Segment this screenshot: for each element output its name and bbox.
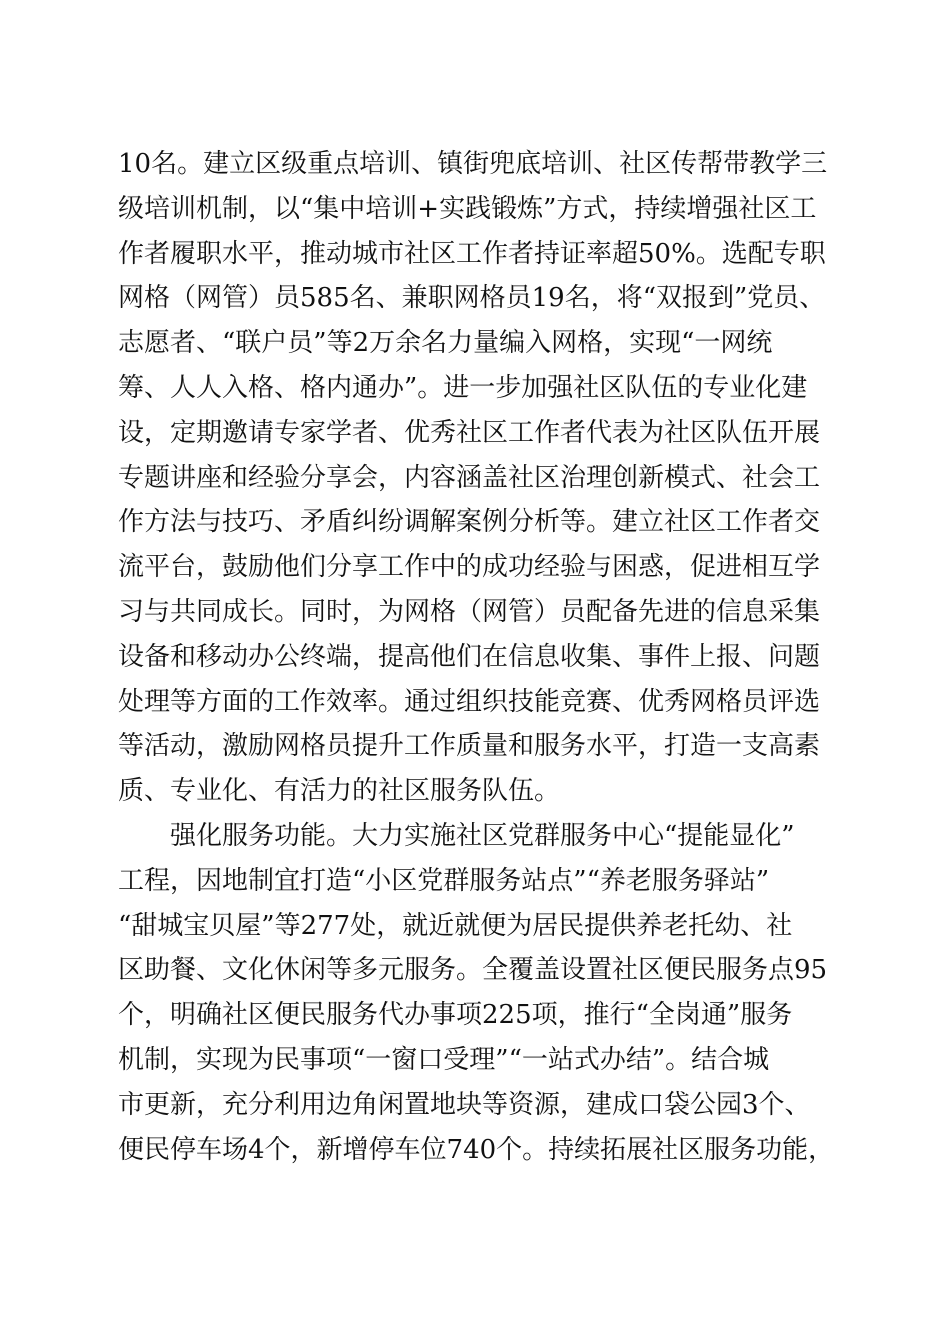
text-line: 流平台，鼓励他们分享工作中的成功经验与困惑，促进相互学 (118, 552, 821, 583)
text-line: 级培训机制，以“集中培训+实践锻炼”方式，持续增强社区工 (118, 193, 817, 224)
text-line: 处理等方面的工作效率。通过组织技能竞赛、优秀网格员评选 (118, 686, 821, 717)
text-line: 便民停车场4个，新增停车位740个。持续拓展社区服务功能， (118, 1134, 835, 1165)
text-line: 网格（网管）员585名、兼职网格员19名，将“双报到”党员、 (118, 283, 826, 314)
text-line: 工程，因地制宜打造“小区党群服务站点”“养老服务驿站” (118, 865, 770, 896)
text-line: 设备和移动办公终端，提高他们在信息收集、事件上报、问题 (118, 641, 821, 672)
text-line: 设，定期邀请专家学者、优秀社区工作者代表为社区队伍开展 (118, 417, 821, 448)
text-line: 习与共同成长。同时，为网格（网管）员配备先进的信息采集 (118, 596, 821, 627)
text-line: 市更新，充分利用边角闲置地块等资源，建成口袋公园3个、 (118, 1089, 811, 1120)
text-line: 等活动，激励网格员提升工作质量和服务水平，打造一支高素 (118, 731, 821, 762)
paragraph-start-line: 强化服务功能。大力实施社区党群服务中心“提能显化” (170, 820, 795, 851)
text-line: 作方法与技巧、矛盾纠纷调解案例分析等。建立社区工作者交 (118, 507, 821, 538)
text-line: 机制，实现为民事项“一窗口受理”“一站式办结”。结合城 (118, 1044, 770, 1075)
text-line: 个，明确社区便民服务代办事项225项，推行“全岗通”服务 (118, 1000, 793, 1031)
text-line: 质、专业化、有活力的社区服务队伍。 (118, 776, 561, 807)
text-line: 作者履职水平，推动城市社区工作者持证率超50%。选配专职 (118, 238, 826, 269)
text-line: 筹、人人入格、格内通办”。进一步加强社区队伍的专业化建 (118, 372, 808, 403)
body-text (118, 142, 835, 1172)
text-line: “甜城宝贝屋”等277处，就近就便为居民提供养老托幼、社 (118, 910, 793, 941)
text-line: 志愿者、“联户员”等2万余名力量编入网格，实现“一网统 (118, 328, 773, 359)
text-line: 区助餐、文化休闲等多元服务。全覆盖设置社区便民服务点95 (118, 955, 828, 986)
text-line: 专题讲座和经验分享会，内容涵盖社区治理创新模式、社会工 (118, 462, 821, 493)
text-line: 10名。建立区级重点培训、镇街兜底培训、社区传帮带教学三 (118, 149, 828, 179)
